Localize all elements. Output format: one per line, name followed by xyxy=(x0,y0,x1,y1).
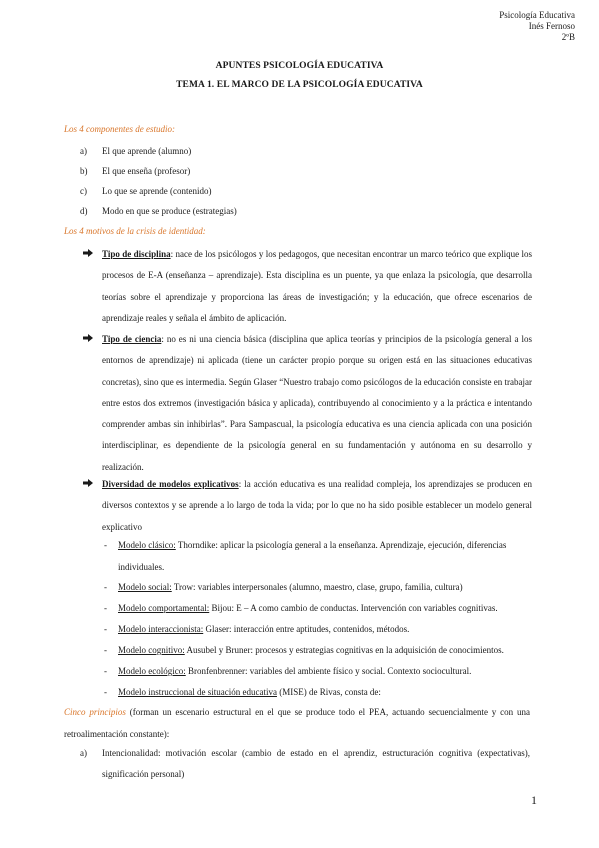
motive-text: : nace de los psicólogos y los pedagogos, que necesitan encontrar un marco teórico que explique los procesos de E-A (enseñanza – aprendizaje). Esta disciplina es un puente, ya que enlaza la psicología, que desarrolla teorías sobre el aprendizaje y proporciona las áreas de investigación; y la educación, que ofrece escenarios de aprendizaje reales y señala el ámbito de aplicación. xyxy=(102,249,532,323)
arrow-right-icon xyxy=(82,332,94,344)
motive-item xyxy=(82,474,532,538)
list-text: Modo en que se produce (estrategias) xyxy=(102,206,237,216)
components-heading: Los 4 componentes de estudio: xyxy=(64,124,175,134)
model-text: Bijou: E – A como cambio de conductas. Intervención con variables cognitivas. xyxy=(209,603,498,613)
list-text: El que enseña (profesor) xyxy=(102,166,191,176)
list-marker: c) xyxy=(80,186,87,196)
dash-marker: - xyxy=(104,624,107,634)
dash-marker: - xyxy=(104,666,107,676)
model-term: Modelo social: xyxy=(118,582,172,592)
model-term: Modelo cognitivo: xyxy=(118,645,185,655)
model-term: Modelo interaccionista: xyxy=(118,624,204,634)
document-title: APUNTES PSICOLOGÍA EDUCATIVA xyxy=(215,61,384,71)
dash-marker: - xyxy=(104,540,107,550)
arrow-right-icon xyxy=(82,247,94,259)
model-text: Trow: variables interpersonales (alumno, maestro, clase, grupo, familia, cultura) xyxy=(171,582,463,592)
list-marker: a) xyxy=(80,146,87,156)
model-text: (MISE) de Rivas, consta de: xyxy=(276,687,381,697)
model-item xyxy=(104,682,529,704)
principles-text: (forman un escenario estructural en el que se produce todo el PEA, actuando secuencialmente y con una retroalimentación constante): xyxy=(64,707,530,739)
model-item xyxy=(104,619,529,641)
model-text: Glaser: interacción entre aptitudes, contenidos, métodos. xyxy=(203,624,410,634)
list-text: El que aprende (alumno) xyxy=(102,146,192,156)
principles-heading: Cinco principios xyxy=(64,707,126,717)
model-text: Bronfenbrenner: variables del ambiente físico y social. Contexto sociocultural. xyxy=(185,666,472,676)
chapter-title: TEMA 1. EL MARCO DE LA PSICOLOGÍA EDUCATIVA xyxy=(176,80,423,90)
model-text: Thorndike: aplicar la psicología general a la enseñanza. Aprendizaje, ejecución, diferencias individuales. xyxy=(118,540,507,572)
page-number: 1 xyxy=(531,793,537,807)
model-term: Modelo comportamental: xyxy=(118,603,210,613)
dash-marker: - xyxy=(104,645,107,655)
dash-marker: - xyxy=(104,687,107,697)
list-text: Intencionalidad: motivación escolar (cambio de estado en el aprendiz, estructuración cognitiva (expectativas), significación personal) xyxy=(102,748,530,780)
list-item xyxy=(80,206,237,216)
motive-item xyxy=(82,329,532,478)
model-term: Modelo clásico: xyxy=(118,540,176,550)
list-item xyxy=(80,146,191,156)
model-item xyxy=(104,640,529,662)
model-term: Modelo instruccional de situación educativa xyxy=(118,687,277,697)
list-item xyxy=(80,166,190,176)
motive-term: Tipo de ciencia xyxy=(102,334,162,344)
list-text: Lo que se aprende (contenido) xyxy=(102,186,212,196)
list-item xyxy=(80,743,530,786)
model-term: Modelo ecológico: xyxy=(118,666,186,676)
header-author: Inés Fernoso xyxy=(528,21,575,31)
principles-paragraph xyxy=(64,702,530,745)
page-header xyxy=(499,10,575,43)
motives-heading: Los 4 motivos de la crisis de identidad: xyxy=(64,226,206,236)
header-course: Psicología Educativa xyxy=(499,10,575,20)
dash-marker: - xyxy=(104,603,107,613)
list-marker: b) xyxy=(80,166,88,176)
dash-marker: - xyxy=(104,582,107,592)
model-item xyxy=(104,535,529,578)
model-item xyxy=(104,661,529,683)
motive-text: : la acción educativa es una realidad compleja, los aprendizajes se producen en diversos contextos y se aprende a lo largo de toda la vida; por lo que no ha sido posible establecer un modelo general explicativo xyxy=(102,479,533,532)
list-item xyxy=(80,186,211,196)
header-group: 2ºB xyxy=(561,32,575,42)
motive-term: Diversidad de modelos explicativos xyxy=(102,479,239,489)
list-marker: d) xyxy=(80,206,88,216)
model-item xyxy=(104,577,529,599)
model-item xyxy=(104,598,529,620)
motive-term: Tipo de disciplina xyxy=(102,249,171,259)
motive-text: : no es ni una ciencia básica (disciplina que aplica teorías y principios de la psicología general a los entornos de aprendizaje) ni aplicada (tiene un carácter propio porque su origen está en las situaciones educativas concretas), sino que es intermedia. Según Glaser “Nuestro trabajo como psicólogos de la educación consiste en trabajar entre estos dos extremos (investigación básica y aplicada), contribuyendo al conocimiento y a la práctica e intentando comprender ambas sin inhibirlas”. Para Sampascual, la psicología educativa es una ciencia aplicada con una posición interdisciplinar, es dependiente de la psicología general en su fundamentación y autónoma en su desarrollo y realización. xyxy=(102,334,532,472)
arrow-right-icon xyxy=(82,477,94,489)
list-marker: a) xyxy=(80,748,87,758)
motive-item xyxy=(82,244,532,329)
model-text: Ausubel y Bruner: procesos y estrategias cognitivas en la adquisición de conocimientos. xyxy=(184,645,504,655)
